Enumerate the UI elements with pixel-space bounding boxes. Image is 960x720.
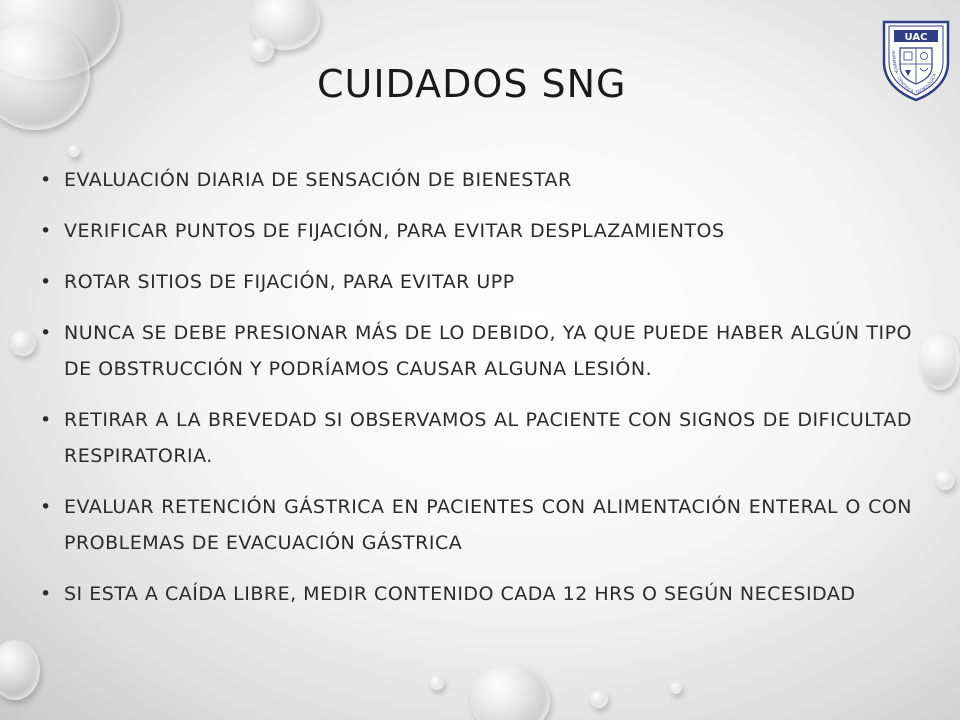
water-drop-decoration — [590, 690, 608, 708]
list-item-text: EVALUAR RETENCIÓN GÁSTRICA EN PACIENTES CON ALIMENTACIÓN ENTERAL O CON PROBLEMAS DE EVACUACIÓN GÁSTRICA — [64, 496, 912, 554]
list-item-text: VERIFICAR PUNTOS DE FIJACIÓN, PARA EVITAR DESPLAZAMIENTOS — [64, 220, 725, 242]
water-drop-decoration — [10, 330, 36, 356]
list-item — [40, 576, 912, 612]
logo-acronym: UAC — [904, 32, 928, 43]
water-drop-decoration — [670, 682, 682, 694]
water-drop-decoration — [920, 330, 960, 390]
bullet-list — [40, 162, 912, 627]
slide-title: CUIDADOS SNG — [317, 62, 627, 106]
bullet-icon: • — [40, 409, 52, 431]
list-item — [40, 489, 912, 561]
bullet-icon: • — [40, 271, 52, 293]
water-drop-decoration — [68, 145, 80, 157]
list-item — [40, 402, 912, 474]
water-drop-decoration — [0, 640, 40, 700]
list-item — [40, 315, 912, 387]
bullet-icon: • — [40, 583, 52, 605]
water-drop-decoration — [430, 676, 444, 690]
university-seal-logo — [880, 18, 952, 102]
bullet-icon: • — [40, 496, 52, 518]
list-item-text: NUNCA SE DEBE PRESIONAR MÁS DE LO DEBIDO, YA QUE PUEDE HABER ALGÚN TIPO DE OBSTRUCCIÓN Y PODRÍAMOS CAUSAR ALGUNA LESIÓN. — [64, 322, 912, 380]
water-drop-decoration — [470, 665, 550, 720]
bullet-icon: • — [40, 169, 52, 191]
logo-ring-text: HUMANISTA · CIENTÍFICA · TECNOLÓGICA — [891, 50, 937, 95]
list-item-text: RETIRAR A LA BREVEDAD SI OBSERVAMOS AL PACIENTE CON SIGNOS DE DIFICULTAD RESPIRATORIA. — [64, 409, 912, 467]
bullet-icon: • — [40, 322, 52, 344]
list-item — [40, 213, 912, 249]
bullet-icon: • — [40, 220, 52, 242]
list-item — [40, 162, 912, 198]
list-item-text: ROTAR SITIOS DE FIJACIÓN, PARA EVITAR UPP — [64, 271, 515, 293]
list-item — [40, 264, 912, 300]
list-item-text: EVALUACIÓN DIARIA DE SENSACIÓN DE BIENESTAR — [64, 169, 572, 191]
water-drop-decoration — [935, 470, 955, 490]
list-item-text: SI ESTA A CAÍDA LIBRE, MEDIR CONTENIDO CADA 12 HRS O SEGÚN NECESIDAD — [64, 583, 856, 605]
water-drop-decoration — [250, 38, 274, 62]
